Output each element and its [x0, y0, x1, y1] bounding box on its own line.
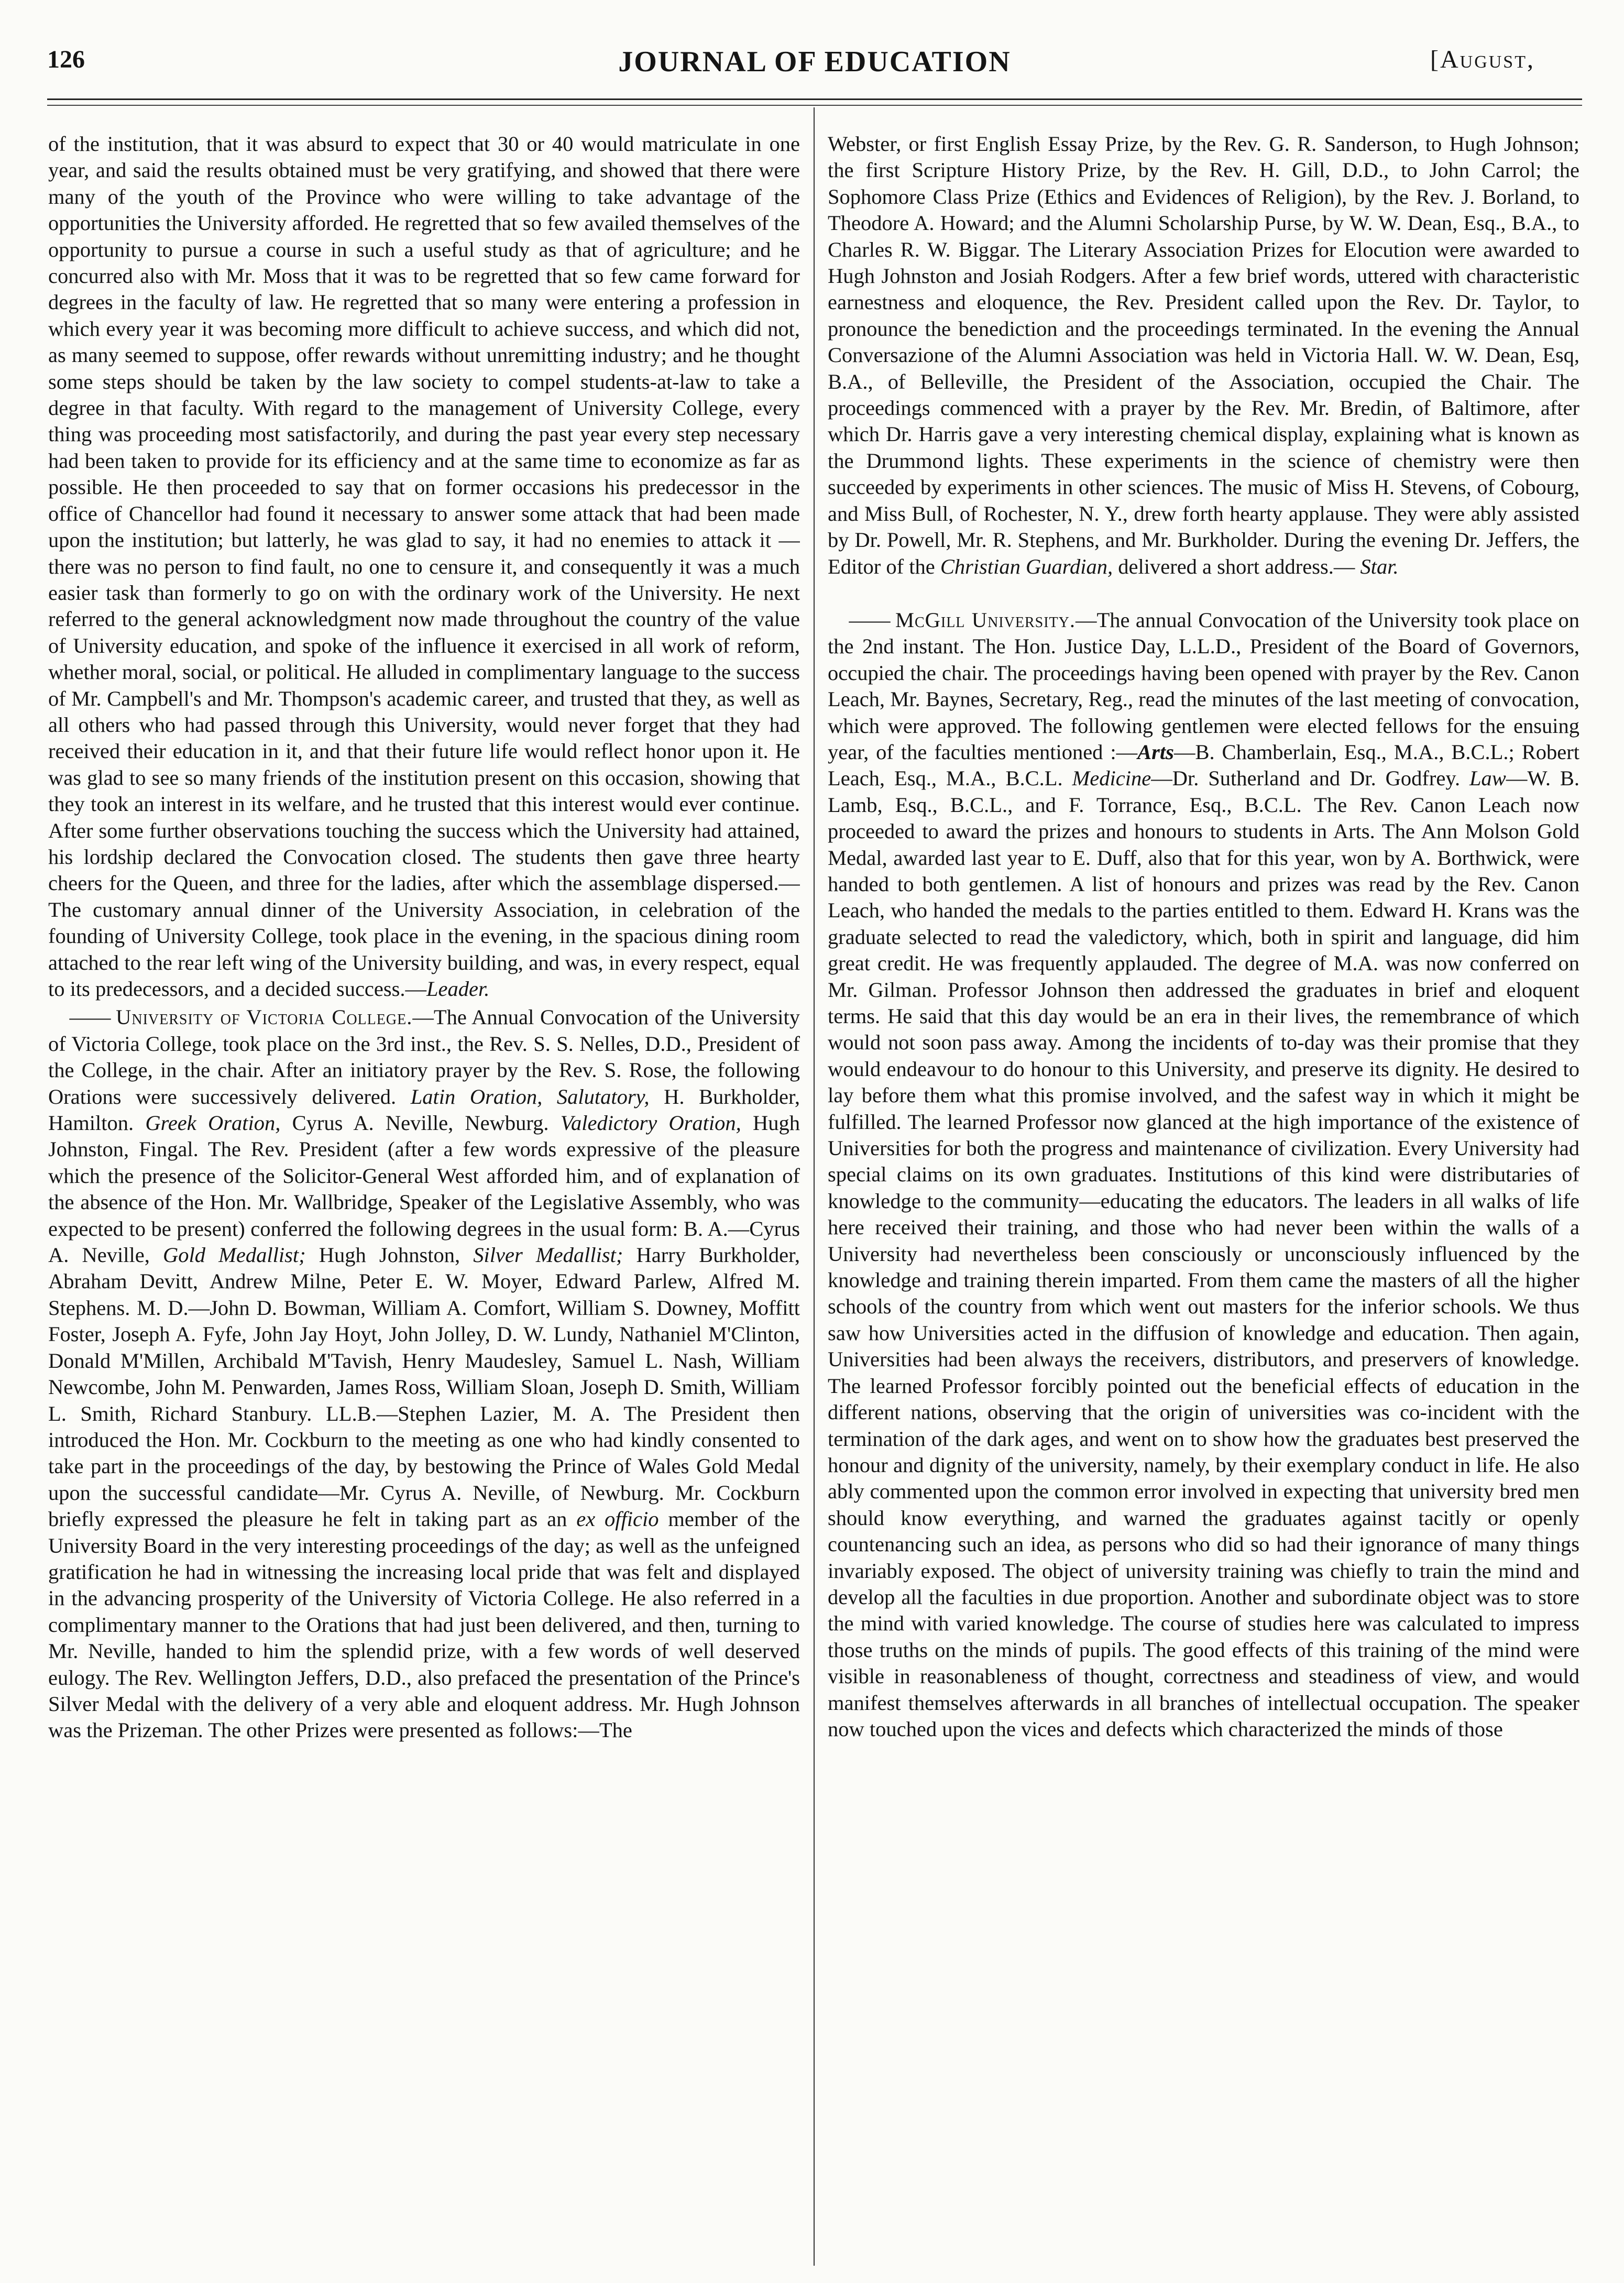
- section-dash: ——: [69, 1005, 110, 1029]
- italic-gold-medallist: Gold Medallist;: [163, 1243, 306, 1267]
- italic-christian-guardian: Christian Guardian,: [940, 554, 1113, 578]
- section-heading-victoria-college: University of Victoria College.: [116, 1005, 413, 1029]
- source-citation-leader: Leader.: [426, 977, 490, 1001]
- italic-valedictory-oration: Valedictory Oration,: [560, 1111, 741, 1135]
- paragraph-text: H. Burkholder, Hamilton.: [48, 1084, 800, 1135]
- page-number: 126: [47, 46, 85, 73]
- article-paragraph-toronto-university: [48, 131, 800, 1002]
- paragraph-text: delivered a short address.—: [1118, 554, 1355, 578]
- article-paragraph-mcgill-university: [828, 607, 1579, 1742]
- italic-latin-oration: Latin Oration, Salutatory,: [410, 1084, 650, 1108]
- italic-silver-medallist: Silver Medallist;: [473, 1243, 623, 1267]
- italic-ex-officio: ex officio: [576, 1507, 659, 1531]
- italic-law: Law: [1469, 766, 1506, 791]
- paragraph-text: —Dr. Sutherland and Dr. Godfrey.: [1151, 766, 1461, 791]
- paragraph-text: member of the University Board in the very interesting proceedings of the day; as well as the unfeigned gratification he had in witnessing the increasing local pride that was felt and displayed in the advancing prosperity of the University of Victoria College. He also referred in a complimentary manner to the Orations that had just been delivered, and then, turning to Mr. Neville, handed to him the splendid prize, with a few words of well deserved eulogy. The Rev. Wellington Jeffers, D.D., also prefaced the presentation of the Prince's Silver Medal with the delivery of a very able and eloquent address. Mr. Hugh Johnson was the Prizeman. The other Prizes were presented as follows:—The: [48, 1507, 800, 1742]
- paragraph-text: —W. B. Lamb, Esq., B.C.L., and F. Torrance, Esq., B.C.L. The Rev. Canon Leach now proceeded to award the prizes and honours to students in Arts. The Ann Molson Gold Medal, awarded last year to E. Duff, also that for this year, won by A. Borthwick, were handed to both gentlemen. A list of honours and prizes was read by the Rev. Canon Leach, who handed the medals to the parties entitled to them. Edward H. Krans was the graduate selected to read the valedictory, which, both in spirit and language, did him great credit. He was frequently applauded. The degree of M.A. was now conferred on Mr. Gilman. Professor Johnson then addressed the graduates in brief and eloquent terms. He said that this day would be an era in their lives, the remembrance of which would not soon pass away. Among the incidents of to-day was their promise that they would endeavour to do honour to this University, and preserve its dignity. He desired to lay before them what this promise involved, and the safest way in which it might be fulfilled. The learned Professor now glanced at the high importance of the existence of Universities for both the progress and maintenance of civilization. Every University had special claims on its own graduates. Institutions of this kind were distributaries of knowledge to the community—educating the educators. The leaders in all walks of life here received their training, and those who had never been within the walls of a University had nevertheless been consciously or unconsciously influenced by the knowledge and training therein imparted. From them came the masters of all the higher schools of the country from which went out masters for the inferior schools. We thus saw how Universities acted in the diffusion of knowledge and education. Then again, Universities had been always the receivers, distributors, and preservers of knowledge. The learned Professor forcibly pointed out the beneficial effects of education in the different nations, observing that the origin of universities was co-incident with the termination of the dark ages, and went on to show how the graduates best preserved the honour and dignity of the university, namely, by their exemplary conduct in life. He also ably commented upon the common error involved in expecting that university bred men should know everything, and warned the graduates against tacitly or openly countenancing such an idea, as persons who did so had their ignorance of many things invariably exposed. The object of university training was chiefly to train the mind and develop all the faculties in due proportion. Another and subordinate object was to store the mind with varied knowledge. The course of studies here was calculated to impress those truths on the minds of pupils. The good effects of this training of the mind were visible in reasonableness of thought, correctness and steadiness of view, and would manifest themselves afterwards in all branches of intellectual occupation. The speaker now touched upon the vices and defects which characterized the minds of those: [828, 766, 1579, 1741]
- source-citation-star: Star.: [1360, 554, 1399, 578]
- paragraph-text: Harry Burkholder, Abraham Devitt, Andrew Milne, Peter E. W. Moyer, Edward Parlew, Alfred M. Stephens. M. D.—John D. Bowman, William A. Comfort, William S. Downey, Moffitt Foster, Joseph A. Fyfe, John Jay Hoyt, John Jolley, D. W. Lundy, Nathaniel M'Clinton, Donald M'Millen, Archibald M'Tavish, Henry Maudesley, Samuel L. Nash, William Newcombe, John M. Penwarden, James Ross, William Sloan, Joseph D. Smith, William L. Smith, Richard Stanbury. LL.B.—Stephen Lazier, M. A. The President then introduced the Hon. Mr. Cockburn to the meeting as one who had kindly consented to take part in the proceedings of the day, by bestowing the Prince of Wales Gold Medal upon the successful candidate—Mr. Cyrus A. Neville, of Newburg. Mr. Cockburn briefly expressed the pleasure he felt in taking part as an: [48, 1243, 800, 1531]
- article-paragraph-victoria-prizes: [828, 131, 1579, 580]
- paragraph-text: —B. Chamberlain, Esq., M.A., B.C.L.; Robert Leach, Esq., M.A., B.C.L.: [828, 740, 1579, 791]
- page-header: [47, 45, 1582, 82]
- paragraph-text: of the institution, that it was absurd to expect that 30 or 40 would matriculate in one year, and said the results obtained must be very gratifying, and showed that there were many of the youth of the Province who were willing to take advantage of the opportunities the University afforded. He regretted that so few availed themselves of the opportunity to pursue a course in such a useful study as that of agriculture; and he concurred also with Mr. Moss that it was to be regretted that so few came forward for degrees in the faculty of law. He regretted that so many were entering a profession in which every year it was becoming more difficult to achieve success, and which did not, as many seemed to suppose, offer rewards without unremitting industry; and he thought some steps should be taken by the law society to compel students-at-law to take a degree in that faculty. With regard to the management of University College, every thing was proceeding most satisfactorily, and during the past year every step necessary had been taken to provide for its efficiency and at the same time to economize as far as possible. He then proceeded to say that on former occasions his predecessor in the office of Chancellor had found it necessary to answer some attack that had been made upon the institution; but latterly, he was glad to say, it had no enemies to attack it —there was no person to find fault, no one to censure it, and consequently it was a much easier task than formerly to go on with the ordinary work of the University. He next referred to the general acknowledgment now made throughout the country of the value of University education, and spoke of the influence it exercised in all work of reform, whether moral, social, or political. He alluded in complimentary language to the success of Mr. Campbell's and Mr. Thompson's academic career, and trusted that they, as well as all others who had passed through this University, would never forget that they had received their education in it, and that their future life would reflect honor upon it. He was glad to see so many friends of the institution present on this occasion, showing that they took an interest in its welfare, and he trusted that this interest would ever continue. After some further observations touching the success which the University had attained, his lordship declared the Convocation closed. The students then gave three hearty cheers for the Queen, and three for the ladies, after which the assemblage dispersed.—The customary annual dinner of the University Association, in celebration of the founding of University College, took place in the evening, in the spacious dining room attached to the rear left wing of the University building, and was, in every respect, equal to its predecessors, and a decided success.—: [48, 132, 800, 1001]
- paragraph-text: —The annual Convocation of the University took place on the 2nd instant. The Hon. Justice Day, L.L.D., President of the Board of Governors, occupied the chair. The proceedings having been opened with prayer by the Rev. Canon Leach, Mr. Baynes, Secretary, Reg., read the minutes of the last meeting of convocation, which were approved. The following gentlemen were elected fellows for the ensuing year, of the faculties mentioned :—: [828, 608, 1579, 764]
- right-column: [828, 131, 1579, 2268]
- italic-arts: Arts: [1137, 740, 1174, 764]
- header-rule-top: [47, 98, 1582, 100]
- issue-month: [August,: [1430, 46, 1535, 73]
- italic-greek-oration: Greek Oration,: [145, 1111, 281, 1135]
- section-dash: ——: [849, 608, 890, 632]
- paragraph-text: Hugh Johnston, Fingal. The Rev. President (after a few words expressive of the pleasure which the presence of the Solicitor-General West afforded him, and of explanation of the absence of the Hon. Mr. Wallbridge, Speaker of the Legislative Assembly, who was expected to be present) conferred the following degrees in the usual form: B. A.—Cyrus A. Neville,: [48, 1111, 800, 1267]
- paragraph-text: Webster, or first English Essay Prize, by the Rev. G. R. Sanderson, to Hugh Johnson; the first Scripture History Prize, by the Rev. H. Gill, D.D., to John Carrol; the Sophomore Class Prize (Ethics and Evidences of Religion), by the Rev. J. Borland, to Theodore A. Howard; and the Alumni Scholarship Purse, by W. W. Dean, Esq., B.A., to Charles R. W. Biggar. The Literary Association Prizes for Elocution were awarded to Hugh Johnston and Josiah Rodgers. After a few brief words, uttered with characteristic earnestness and eloquence, the Rev. President called upon the Rev. Dr. Taylor, to pronounce the benediction and the proceedings terminated. In the evening the Annual Conversazione of the Alumni Association was held in Victoria Hall. W. W. Dean, Esq, B.A., of Belleville, the President of the Association, occupied the Chair. The proceedings commenced with a prayer by the Rev. Mr. Bredin, of Baltimore, after which Dr. Harris gave a very interesting chemical display, explaining what is known as the Drummond lights. These experiments in the science of chemistry were then succeeded by experiments in other sciences. The music of Miss H. Stevens, of Cobourg, and Miss Bull, of Rochester, N. Y., drew forth hearty applause. They were ably assisted by Dr. Powell, Mr. R. Stephens, and Mr. Burkholder. During the evening Dr. Jeffers, the Editor of the: [828, 132, 1579, 578]
- article-paragraph-victoria-college: [48, 1004, 800, 1743]
- italic-medicine: Medicine: [1072, 766, 1151, 791]
- header-rule-bottom: [47, 105, 1582, 106]
- journal-title: JOURNAL OF EDUCATION: [618, 46, 1011, 78]
- left-column: [48, 131, 800, 2268]
- paragraph-text: Cyrus A. Neville, Newburg.: [292, 1111, 549, 1135]
- paragraph-text: —The Annual Convocation of the University of Victoria College, took place on the 3rd inst., the Rev. S. S. Nelles, D.D., President of the College, in the chair. After an initiatory prayer by the Rev. S. Rose, the following Orations were successively delivered.: [48, 1005, 800, 1108]
- column-divider: [814, 107, 815, 2266]
- paragraph-text: Hugh Johnston,: [319, 1243, 460, 1267]
- section-heading-mcgill-university: McGill University.: [895, 608, 1076, 632]
